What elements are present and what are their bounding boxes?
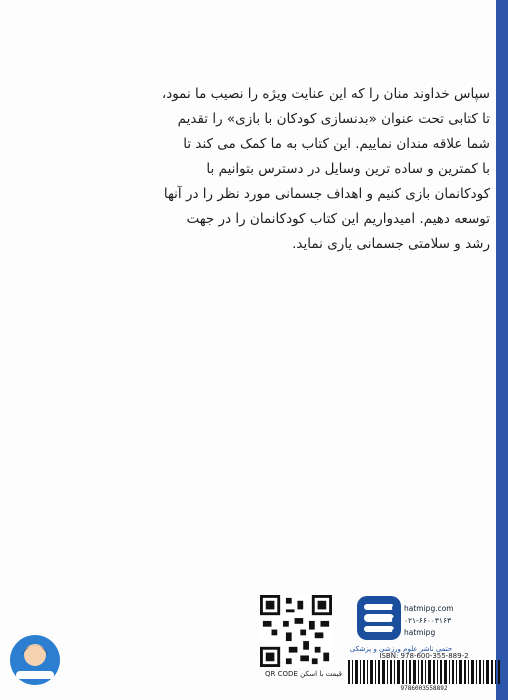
barcode-icon (342, 660, 506, 690)
web-icon (392, 604, 400, 612)
website-row[interactable] (392, 602, 504, 614)
kid-logo-icon (8, 633, 62, 687)
qr-caption: قیمت با اسکن QR CODE (265, 670, 342, 678)
cover-description (85, 82, 490, 257)
description-line: تا کتابی تحت عنوان «بدنسازی کودکان با بازی» را تقدیم (177, 111, 490, 127)
phone-row[interactable] (392, 614, 504, 626)
phone-text: ۰۲۱-۶۶۰۰۳۱۶۳ (404, 615, 452, 625)
description-line: شما علاقه مندان نماییم. این کتاب به ما کمک می کند تا (183, 136, 490, 152)
phone-icon (392, 616, 400, 624)
publisher-tagline: حتمی ناشر علوم ورزشی و پزشکی (349, 645, 453, 653)
instagram-text: hatmipg (404, 627, 436, 637)
description-line: رشد و سلامتی جسمانی یاری نماید. (292, 236, 490, 252)
description-line: کودکانمان بازی کنیم و اهداف جسمانی مورد نظر را در آنها (163, 186, 490, 202)
cover-edge-strip (496, 0, 508, 700)
website-text: hatmipg.com (404, 603, 454, 613)
description-line: توسعه دهیم. امیدواریم این کتاب کودکانمان را در جهت (186, 211, 490, 227)
description-line: با کمترین و ساده ترین وسایل در دسترس بتوانیم با (206, 161, 490, 177)
publisher-contact (392, 602, 504, 638)
description-line: سپاس خداوند منان را که این عنایت ویژه را نصیب ما نمود، (161, 86, 490, 102)
qr-code-icon[interactable] (260, 595, 332, 667)
barcode-digits: 9786003558892 (400, 685, 448, 690)
isbn-label: ISBN: 978-600-355-889-2 (379, 652, 469, 660)
instagram-row[interactable] (392, 626, 504, 638)
instagram-icon (392, 628, 400, 636)
